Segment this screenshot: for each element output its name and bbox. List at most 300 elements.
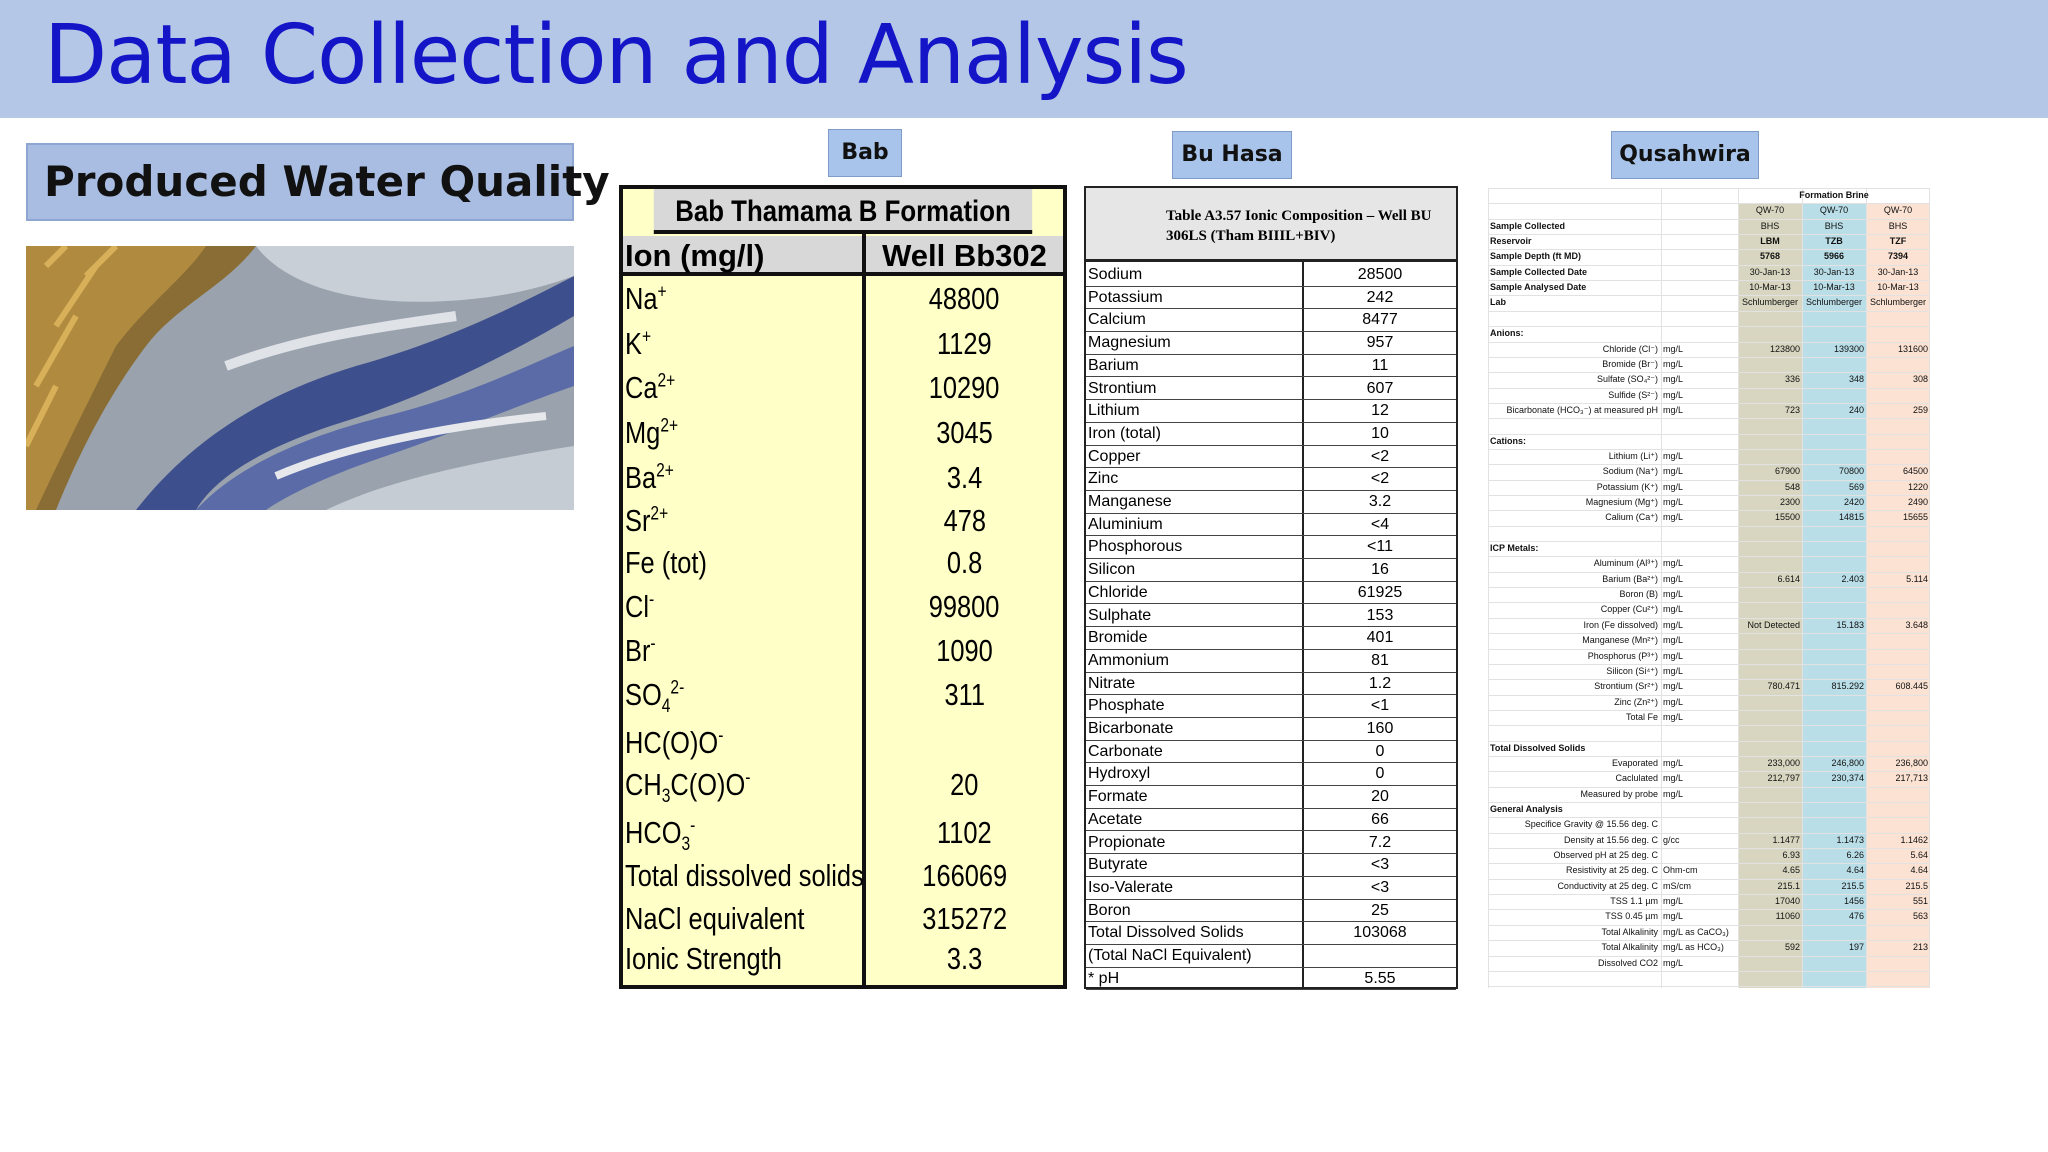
qusahwira-row-value: 336 (1784, 374, 1800, 385)
qusahwira-meta-label: Sample Analysed Date (1490, 282, 1587, 293)
qusahwira-row-value (1802, 664, 1864, 679)
qusahwira-meta-label: Sample Collected Date (1490, 266, 1588, 277)
qusahwira-row-value: 4.64 (1910, 865, 1928, 876)
page-title: Data Collection and Analysis (44, 8, 1188, 103)
bab-ion: Br- (625, 633, 656, 668)
qusahwira-row-unit: mg/L (1663, 681, 1684, 692)
buhasa-row-name: Strontium (1088, 379, 1157, 397)
buhasa-row-value: 25 (1371, 901, 1389, 919)
qusahwira-row-value: 246,800 (1831, 757, 1864, 768)
buhasa-row-name: Iso-Valerate (1088, 878, 1174, 896)
qusahwira-row-value (1802, 925, 1864, 940)
buhasa-row-value: 401 (1366, 629, 1394, 647)
qusahwira-gridline (1488, 725, 1930, 726)
buhasa-row-name: Aluminium (1088, 515, 1163, 533)
buhasa-row-name: Carbonate (1088, 742, 1163, 760)
qusahwira-row-unit: mg/L (1663, 773, 1684, 784)
buhasa-row-name: Bicarbonate (1088, 720, 1174, 737)
qusahwira-row-value: 236,800 (1895, 757, 1928, 768)
qusahwira-row-unit: mg/L (1663, 481, 1684, 492)
qusahwira-gridline (1488, 418, 1930, 419)
qusahwira-row-value (1738, 925, 1800, 940)
qusahwira-row-value: 6.614 (1777, 573, 1800, 584)
qusahwira-row-label: Strontium (Sr²⁺) (1594, 681, 1658, 692)
qusahwira-row-value: 17040 (1774, 896, 1800, 907)
qusahwira-row-value: 6.93 (1782, 850, 1800, 861)
buhasa-row (1086, 922, 1456, 945)
qusahwira-row-label: Observed pH at 25 deg. C (1553, 850, 1658, 861)
qusahwira-row-unit: mg/L (1663, 497, 1684, 507)
bab-value: 1102 (937, 815, 992, 850)
qusahwira-row-value: 608.445 (1895, 681, 1928, 692)
qusahwira-row-unit: mg/L (1663, 589, 1684, 600)
buhasa-row-value: <11 (1367, 538, 1393, 556)
qusahwira-row-value: 476 (1848, 911, 1864, 922)
buhasa-row-value: 11 (1371, 356, 1389, 374)
bab-row (623, 858, 1063, 898)
bab-ion: Fe (tot) (625, 545, 707, 580)
bab-row (623, 767, 1063, 807)
qusahwira-row-unit: mg/L (1663, 404, 1684, 415)
buhasa-row (1086, 786, 1456, 809)
qusahwira-row-value (1866, 633, 1928, 648)
title-bar (0, 0, 2048, 118)
bab-value: 10290 (929, 370, 1000, 405)
qusahwira-row-label: Resistivity at 25 deg. C (1565, 865, 1658, 876)
qusahwira-row-value (1738, 695, 1800, 710)
qusahwira-row-label: Bicarbonate (HCO₃⁻) at measured pH (1506, 404, 1658, 415)
bab-value: 0.8 (946, 545, 983, 580)
bab-col-well-header: Well Bb302 (866, 236, 1063, 276)
qusahwira-gridline (1488, 986, 1930, 987)
qusahwira-row-value: 259 (1912, 404, 1928, 415)
qusahwira-row-label: Specifice Gravity @ 15.56 deg. C (1524, 819, 1658, 830)
qusahwira-meta-value: Schlumberger (1741, 297, 1799, 308)
buhasa-row-value: 20 (1371, 788, 1389, 806)
qusahwira-row-label: Total Fe (1625, 711, 1658, 722)
qusahwira-row-value: 215.1 (1777, 880, 1800, 891)
buhasa-ionic-composition-table (1084, 186, 1458, 989)
qusahwira-row-label: Chloride (Cl⁻) (1602, 343, 1658, 354)
qusahwira-row-unit: mg/L (1663, 374, 1684, 385)
qusahwira-row-value (1738, 649, 1800, 664)
qusahwira-row-value (1802, 710, 1864, 725)
bab-row (623, 589, 1063, 629)
qusahwira-row-value (1738, 357, 1800, 372)
buhasa-row-name: Potassium (1088, 288, 1163, 306)
buhasa-row-value: 7.2 (1368, 833, 1392, 851)
qusahwira-row-value: 123800 (1769, 343, 1800, 354)
qusahwira-meta-value: 10-Mar-13 (1813, 282, 1855, 293)
buhasa-row (1086, 559, 1456, 582)
qusahwira-section-title: ICP Metals: (1490, 543, 1539, 554)
qusahwira-row-value (1738, 556, 1800, 571)
buhasa-row-name: Propionate (1088, 833, 1166, 851)
buhasa-row-name: * pH (1088, 969, 1120, 987)
qusahwira-row-label: Measured by probe (1580, 788, 1658, 799)
produced-water-photo (26, 246, 574, 510)
buhasa-row-value: <4 (1370, 515, 1390, 533)
qusahwira-row-label: Potassium (K⁺) (1596, 481, 1658, 492)
buhasa-row-name: Lithium (1088, 402, 1140, 420)
buhasa-row-value: 28500 (1357, 266, 1403, 283)
bab-formation-water-table (619, 185, 1067, 989)
buhasa-row-value: <1 (1370, 697, 1390, 715)
buhasa-row (1086, 741, 1456, 764)
qusahwira-row-label: Silicon (Si⁴⁺) (1606, 665, 1658, 676)
qusahwira-meta-label: Lab (1490, 297, 1507, 308)
buhasa-row-name: Manganese (1088, 493, 1172, 510)
buhasa-row (1086, 877, 1456, 900)
qusahwira-row-value: 2420 (1843, 497, 1864, 507)
buhasa-row (1086, 378, 1456, 401)
qusahwira-row-value: 563 (1912, 911, 1928, 922)
qusahwira-gridline (1488, 971, 1930, 972)
bab-value: 99800 (929, 589, 1000, 624)
buhasa-row-value: 0 (1375, 742, 1385, 760)
qusahwira-row-unit: mg/L (1663, 665, 1684, 676)
qusahwira-row-value (1738, 449, 1800, 464)
buhasa-row-name: Magnesium (1088, 334, 1171, 352)
qusahwira-row-unit: mg/L (1663, 896, 1684, 907)
qusahwira-row-value: 1220 (1907, 481, 1928, 492)
qusahwira-row-value (1866, 357, 1928, 372)
qusahwira-section-title: Cations: (1490, 435, 1526, 446)
qusahwira-section-title: Total Dissolved Solids (1490, 742, 1586, 753)
bab-value (866, 725, 1063, 761)
buhasa-row-name: Hydroxyl (1088, 765, 1151, 783)
qusahwira-row-label: Dissolved CO2 (1597, 957, 1658, 968)
qusahwira-row-label: Caclulated (1615, 773, 1658, 784)
bab-value: 478 (943, 503, 986, 538)
qusahwira-meta-value: 10-Mar-13 (1749, 282, 1791, 293)
qusahwira-row-label: Conductivity at 25 deg. C (1557, 880, 1658, 891)
buhasa-row (1086, 400, 1456, 423)
qusahwira-row-value (1802, 357, 1864, 372)
buhasa-row (1086, 627, 1456, 650)
qusahwira-row-label: TSS 0.45 µm (1605, 911, 1658, 922)
qusahwira-row-value (1738, 664, 1800, 679)
qusahwira-row-unit: mg/L (1663, 911, 1684, 922)
qusahwira-meta-value: 30-Jan-13 (1749, 266, 1791, 277)
qusahwira-row-unit: mg/L (1663, 604, 1684, 615)
buhasa-row-value: 5.55 (1364, 969, 1396, 987)
qusahwira-row-label: Total Alkalinity (1601, 926, 1658, 937)
qusahwira-row-unit: mg/L (1663, 450, 1684, 461)
buhasa-row-value: 81 (1371, 651, 1389, 669)
qusahwira-meta-value: 10-Mar-13 (1877, 282, 1919, 293)
buhasa-row (1086, 673, 1456, 696)
buhasa-row (1086, 446, 1456, 469)
qusahwira-row-label: Magnesium (Mg⁺) (1585, 497, 1658, 507)
buhasa-row (1086, 264, 1456, 287)
buhasa-row (1086, 355, 1456, 378)
bab-ion: $HCO_3^-$ (625, 815, 696, 856)
qusahwira-row-unit: mg/L (1663, 512, 1684, 523)
qusahwira-row-value: 230,374 (1831, 773, 1864, 784)
qusahwira-meta-value: 30-Jan-13 (1813, 266, 1855, 277)
qusahwira-row-value (1738, 817, 1800, 832)
buhasa-row-name: Iron (total) (1088, 424, 1161, 442)
buhasa-row-value: 16 (1371, 561, 1389, 579)
buhasa-row (1086, 650, 1456, 673)
buhasa-row-value: 160 (1366, 720, 1394, 737)
qusahwira-row-label: Sodium (Na⁺) (1602, 466, 1658, 477)
buhasa-row (1086, 718, 1456, 741)
qusahwira-row-unit: mg/L (1663, 466, 1684, 477)
qusahwira-row-value (1802, 587, 1864, 602)
bab-row (623, 941, 1063, 981)
qusahwira-row-value: 6.26 (1846, 850, 1864, 861)
bab-ion: Cl- (625, 589, 655, 624)
qusahwira-row-value (1866, 649, 1928, 664)
bab-row (623, 503, 1063, 543)
bab-ion: $Mg^{2+}$ (625, 415, 679, 450)
qusahwira-row-value: 3.648 (1905, 619, 1928, 630)
qusahwira-row-value: 1.1473 (1836, 834, 1864, 845)
qusahwira-row-value: 1.1477 (1772, 834, 1800, 845)
qusahwira-row-value: 1.1462 (1900, 834, 1928, 845)
buhasa-row-name: Copper (1088, 447, 1141, 465)
qusahwira-row-value (1802, 602, 1864, 617)
qusahwira-meta-value: 30-Jan-13 (1877, 266, 1919, 277)
qusahwira-row-label: Iron (Fe dissolved) (1583, 619, 1658, 630)
qusahwira-row-value (1866, 556, 1928, 571)
bab-ion: HC(O)O- (625, 725, 724, 760)
buhasa-row (1086, 832, 1456, 855)
qusahwira-row-value: 70800 (1838, 466, 1864, 477)
qusahwira-meta-value: 5768 (1759, 251, 1781, 262)
qusahwira-row-value: 548 (1784, 481, 1800, 492)
qusahwira-meta-value: TZF (1889, 236, 1907, 247)
bab-value: 3.4 (946, 460, 983, 495)
qusahwira-meta-value: BHS (1888, 220, 1908, 231)
qusahwira-row-label: Lithium (Li⁺) (1608, 450, 1658, 461)
qusahwira-row-value: 64500 (1902, 466, 1928, 477)
bab-row (623, 633, 1063, 673)
qusahwira-row-unit: mg/L (1663, 389, 1684, 400)
bab-row (623, 545, 1063, 585)
qusahwira-row-value: 569 (1848, 481, 1864, 492)
buhasa-row-name: Total Dissolved Solids (1088, 924, 1244, 942)
qusahwira-row-value (1866, 587, 1928, 602)
buhasa-row (1086, 605, 1456, 628)
buhasa-row-name: Calcium (1088, 311, 1146, 329)
qusahwira-row-value: 2490 (1907, 497, 1928, 507)
buhasa-row-value: 10 (1371, 424, 1389, 442)
buhasa-row-name: Silicon (1088, 561, 1136, 579)
qusahwira-row-value (1738, 956, 1800, 971)
buhasa-table-title-box (1086, 188, 1456, 262)
qusahwira-row-value: 217,713 (1895, 773, 1928, 784)
qusahwira-well-name: QW-70 (1819, 205, 1849, 216)
buhasa-row (1086, 309, 1456, 332)
qusahwira-row-label: Zinc (Zn²⁺) (1614, 696, 1658, 707)
qusahwira-meta-value: 5966 (1823, 251, 1845, 262)
qusahwira-row-unit: mg/L (1663, 788, 1684, 799)
qusahwira-row-unit: mg/L (1663, 558, 1684, 569)
qusahwira-meta-value: Schlumberger (1805, 297, 1863, 308)
bab-value: 3045 (936, 415, 993, 450)
qusahwira-row-unit: mg/L (1663, 957, 1684, 968)
qusahwira-row-value (1738, 587, 1800, 602)
bab-value: 3.3 (946, 941, 983, 976)
qusahwira-vline (1661, 188, 1662, 988)
qusahwira-row-unit: mg/L (1663, 573, 1684, 584)
qusahwira-row-value: 4.64 (1846, 865, 1864, 876)
qusahwira-row-value: 592 (1784, 942, 1800, 953)
qusahwira-row-value: 215.5 (1841, 880, 1864, 891)
qusahwira-row-label: Bromide (Br⁻) (1602, 358, 1658, 369)
qusahwira-well-name: QW-70 (1755, 205, 1785, 216)
qusahwira-meta-value: BHS (1824, 220, 1844, 231)
bab-ion: Total dissolved solids (625, 858, 864, 893)
qusahwira-row-value: 1456 (1843, 896, 1864, 907)
qusahwira-gridline (1488, 526, 1930, 527)
buhasa-row (1086, 968, 1456, 991)
qusahwira-gridline (1488, 311, 1930, 312)
buhasa-row (1086, 468, 1456, 491)
qusahwira-meta-value: Schlumberger (1869, 297, 1927, 308)
bab-ion: $SO_4^{2-}$ (625, 677, 685, 718)
buhasa-row-value: 3.2 (1368, 493, 1392, 510)
buhasa-row (1086, 491, 1456, 514)
bab-value: 311 (944, 677, 985, 712)
qusahwira-brine-sheet (1488, 188, 1930, 988)
bab-value: 1090 (936, 633, 993, 668)
qusahwira-row-value (1738, 388, 1800, 403)
qusahwira-meta-value: LBM (1760, 236, 1780, 247)
bab-row (623, 815, 1063, 855)
buhasa-row-value: 0 (1375, 765, 1385, 783)
qusahwira-row-value: 15655 (1902, 512, 1928, 523)
buhasa-row-name: Butyrate (1088, 856, 1148, 874)
buhasa-row-name: Sulphate (1088, 606, 1152, 624)
qusahwira-row-value (1866, 710, 1928, 725)
bab-row (623, 415, 1063, 455)
qusahwira-row-value (1802, 956, 1864, 971)
qusahwira-row-value: 197 (1848, 942, 1864, 953)
qusahwira-row-label: TSS 1.1 µm (1610, 896, 1658, 907)
qusahwira-row-label: Aluminum (Al³⁺) (1593, 558, 1658, 569)
buhasa-row-value: <2 (1370, 447, 1390, 465)
buhasa-row-name: Sodium (1088, 266, 1143, 283)
qusahwira-row-unit: g/cc (1663, 834, 1680, 845)
section-label: Produced Water Quality (44, 157, 610, 206)
buhasa-row-value: 242 (1366, 288, 1394, 306)
qusahwira-meta-label: Reservoir (1490, 236, 1532, 247)
buhasa-row-name: Barium (1088, 356, 1139, 374)
qusahwira-row-unit: mg/L (1663, 619, 1684, 630)
buhasa-row-value: <2 (1370, 470, 1390, 488)
qusahwira-row-value: 139300 (1833, 343, 1864, 354)
qusahwira-row-value (1866, 787, 1928, 802)
qusahwira-meta-label: Sample Depth (ft MD) (1490, 251, 1581, 262)
qusahwira-row-value (1802, 388, 1864, 403)
qusahwira-row-value: 15500 (1774, 512, 1800, 523)
buhasa-row-value: 12 (1371, 402, 1389, 420)
bab-col-ion-header: Ion (mg/l) (623, 236, 862, 276)
bab-ion: $Sr^{2+}$ (625, 503, 669, 538)
buhasa-row (1086, 514, 1456, 537)
bab-ion: $CH_3C(O)O^-$ (625, 767, 751, 808)
buhasa-row-name: Phosphate (1088, 697, 1165, 715)
bab-value: 48800 (929, 281, 1000, 316)
qusahwira-gridline (1488, 541, 1930, 542)
bab-ion: Na+ (625, 281, 667, 316)
buhasa-row (1086, 809, 1456, 832)
qusahwira-row-value: 131600 (1897, 343, 1928, 354)
qusahwira-row-value: 348 (1848, 374, 1864, 385)
bab-row (623, 901, 1063, 941)
qusahwira-well-name: QW-70 (1883, 205, 1913, 216)
bab-ion: Ionic Strength (625, 941, 782, 976)
qusahwira-row-value: 815.292 (1831, 681, 1864, 692)
qusahwira-row-value: 551 (1912, 896, 1928, 907)
buhasa-row-value: <3 (1370, 878, 1390, 896)
buhasa-row-value: <3 (1370, 856, 1390, 874)
qusahwira-row-value: 215.5 (1905, 880, 1928, 891)
qusahwira-row-value (1802, 649, 1864, 664)
buhasa-row-value: 8477 (1362, 311, 1398, 329)
qusahwira-row-value (1802, 633, 1864, 648)
qusahwira-row-value: 5.64 (1910, 850, 1928, 861)
bab-value: 315272 (922, 901, 1007, 936)
buhasa-row (1086, 854, 1456, 877)
qusahwira-row-unit: mg/L as CaCO₃) (1663, 926, 1729, 937)
buhasa-row (1086, 332, 1456, 355)
buhasa-row-name: Boron (1088, 901, 1131, 919)
qusahwira-row-value: 11060 (1775, 911, 1800, 922)
buhasa-row-value: 1.2 (1368, 674, 1392, 692)
qusahwira-section-title: Anions: (1490, 328, 1524, 339)
qusahwira-row-value (1866, 925, 1928, 940)
qusahwira-row-value (1738, 602, 1800, 617)
qusahwira-row-unit: mS/cm (1663, 880, 1691, 891)
qusahwira-row-value (1866, 388, 1928, 403)
bab-row (623, 460, 1063, 500)
qusahwira-row-unit: mg/L (1663, 635, 1684, 646)
buhasa-row-name: Formate (1088, 788, 1148, 806)
qusahwira-row-label: Boron (B) (1619, 589, 1658, 600)
buhasa-row-name: Nitrate (1088, 674, 1136, 692)
qusahwira-row-value: 213 (1912, 942, 1928, 953)
qusahwira-row-value: 723 (1784, 404, 1800, 415)
qusahwira-row-unit: mg/L (1663, 757, 1684, 768)
qusahwira-row-value: 15.183 (1836, 619, 1864, 630)
qusahwira-row-label: Sulfate (SO₄²⁻) (1597, 374, 1658, 385)
buhasa-row-name: Zinc (1088, 470, 1119, 488)
buhasa-row-name: Ammonium (1088, 651, 1169, 669)
qusahwira-row-value: 233,000 (1767, 757, 1800, 768)
bab-row (623, 326, 1063, 366)
qusahwira-row-value: 2300 (1779, 497, 1800, 507)
buhasa-row (1086, 536, 1456, 559)
qusahwira-row-label: Density at 15.56 deg. C (1563, 834, 1658, 845)
qusahwira-row-value: 780.471 (1767, 681, 1800, 692)
bab-value: 166069 (922, 858, 1007, 893)
qusahwira-row-value (1866, 664, 1928, 679)
bab-ion: $Ca^{2+}$ (625, 370, 676, 405)
buhasa-row-value: 607 (1366, 379, 1394, 397)
bab-ion: NaCl equivalent (625, 901, 805, 936)
qusahwira-row-unit: mg/L (1663, 358, 1684, 369)
qusahwira-row-label: Manganese (Mn²⁺) (1582, 635, 1658, 646)
qusahwira-row-value (1802, 695, 1864, 710)
qusahwira-row-value (1802, 787, 1864, 802)
buhasa-row-value: 153 (1366, 606, 1394, 624)
qusahwira-meta-value: BHS (1760, 220, 1780, 231)
